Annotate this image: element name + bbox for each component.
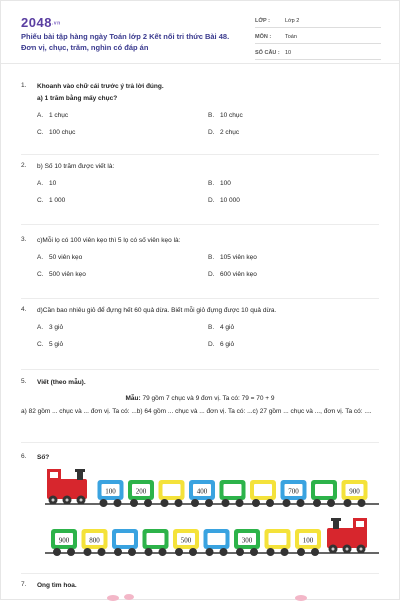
option-letter: B. [208, 112, 215, 119]
wheel [220, 548, 228, 556]
wheel [98, 548, 106, 556]
option-c[interactable] [37, 271, 208, 278]
example-label: Mẫu: [125, 395, 141, 402]
option-letter: C. [37, 197, 44, 204]
answer-options [37, 254, 379, 278]
question-prompt: c)Mỗi lọ có 100 viên kẹo thì 5 lọ có số viên kẹo là: [37, 237, 181, 244]
wheel [191, 499, 199, 507]
option-text: 3 giỏ [49, 324, 64, 331]
option-a[interactable] [37, 324, 208, 331]
train-car [281, 480, 307, 507]
option-letter: D. [208, 197, 215, 204]
wheel [206, 548, 214, 556]
wheel [222, 499, 230, 507]
wheel [205, 499, 213, 507]
worksheet-meta [255, 15, 381, 63]
wheel [114, 548, 122, 556]
question-prompt: a) 1 trăm bằng mấy chục? [37, 95, 118, 102]
wheel-hub [346, 548, 349, 551]
question-number: 6. [21, 453, 27, 460]
wheel [344, 499, 352, 507]
wheel [283, 499, 291, 507]
car-number: 300 [241, 536, 253, 545]
question-3 [21, 236, 379, 278]
train-car [295, 529, 321, 556]
question-2 [21, 162, 379, 204]
train-bottom [45, 518, 379, 556]
wheel [53, 548, 61, 556]
option-text: 4 giỏ [220, 324, 235, 331]
option-letter: D. [208, 341, 215, 348]
divider [21, 573, 379, 574]
meta-count-key: SỐ CÂU : [255, 50, 280, 56]
question-number: 1. [21, 82, 27, 89]
option-text: 50 viên kẹo [49, 254, 83, 261]
wheel-hub [360, 548, 363, 551]
option-letter: B. [208, 254, 215, 261]
option-text: 1 chục [49, 112, 69, 119]
option-text: 6 giỏ [220, 341, 235, 348]
option-text: 100 chục [49, 129, 76, 136]
answer-options [37, 112, 379, 136]
wheel [130, 499, 138, 507]
option-letter: A. [37, 180, 44, 187]
option-a[interactable] [37, 180, 208, 187]
train-car [82, 529, 108, 556]
train-car [220, 480, 246, 507]
car-label-box [208, 533, 226, 545]
car-number: 800 [89, 536, 100, 545]
wheel [189, 548, 197, 556]
locomotive-window [356, 521, 364, 527]
logo-text: 2048 [21, 15, 52, 30]
worksheet-title [21, 31, 251, 53]
divider [21, 298, 379, 299]
locomotive-icon [327, 518, 367, 554]
option-b[interactable] [208, 180, 379, 187]
option-letter: A. [37, 324, 44, 331]
car-label-box [224, 484, 242, 496]
option-letter: C. [37, 341, 44, 348]
car-label-box [116, 533, 134, 545]
train-car [234, 529, 260, 556]
question-number: 5. [21, 378, 27, 385]
train-car [143, 529, 169, 556]
site-logo[interactable] [21, 15, 61, 30]
locomotive-icon [47, 469, 87, 505]
option-d[interactable] [208, 271, 379, 278]
wheel [266, 499, 274, 507]
meta-subject-key: MÔN : [255, 34, 272, 40]
question-prompt: b) Số 10 trăm được viết là: [37, 163, 115, 170]
option-letter: D. [208, 271, 215, 278]
wheel [313, 499, 321, 507]
question-title: Khoanh vào chữ cái trước ý trả lời đúng. [37, 83, 164, 90]
option-letter: C. [37, 271, 44, 278]
wheel [128, 548, 136, 556]
car-number: 400 [196, 487, 208, 496]
chimney-top [75, 469, 85, 472]
option-a[interactable] [37, 112, 208, 119]
option-text: 10 000 [220, 197, 240, 204]
train-car [98, 480, 124, 507]
wheel [67, 548, 75, 556]
question-prompt: d)Cần bao nhiêu giỏ để đựng hết 60 quả dừa. Biết mỗi giỏ đựng được 10 quả dừa. [37, 307, 277, 314]
divider [21, 442, 379, 443]
wheel [145, 548, 153, 556]
option-d[interactable] [208, 129, 379, 136]
car-number: 100 [302, 536, 314, 545]
train-car [51, 529, 77, 556]
option-text: 500 viên kẹo [49, 271, 86, 278]
wheel-hub [52, 499, 55, 502]
chimney [333, 520, 339, 529]
chimney [77, 471, 83, 480]
option-text: 5 giỏ [49, 341, 64, 348]
title-line-1: Phiếu bài tập hàng ngày Toán lớp 2 Kết nối tri thức Bài 48. [21, 32, 230, 41]
car-label-box [269, 533, 287, 545]
wheel-hub [80, 499, 83, 502]
question-1 [21, 82, 379, 136]
wheel [236, 499, 244, 507]
question-title: Viết (theo mẫu). [37, 379, 86, 386]
wheel [267, 548, 275, 556]
question-7 [21, 581, 379, 590]
meta-class-value: Lớp 2 [285, 18, 300, 24]
car-number: 500 [180, 536, 192, 545]
train-car [128, 480, 154, 507]
wheel [358, 499, 366, 507]
option-letter: B. [208, 324, 215, 331]
train-car [112, 529, 138, 556]
option-letter: D. [208, 129, 215, 136]
divider [21, 154, 379, 155]
divider [21, 369, 379, 370]
question-title: Ong tìm hoa. [37, 582, 77, 589]
car-label-box [163, 484, 181, 496]
option-d[interactable] [208, 341, 379, 348]
meta-subject-value: Toán [285, 34, 297, 40]
car-number: 200 [135, 487, 147, 496]
train-car [250, 480, 276, 507]
wheel [175, 499, 183, 507]
locomotive-window [50, 472, 58, 478]
train-car [311, 480, 337, 507]
wheel [327, 499, 335, 507]
wheel [281, 548, 289, 556]
question-5 [21, 378, 379, 416]
option-text: 10 [49, 180, 57, 187]
car-label-box [315, 484, 333, 496]
wheel [252, 499, 260, 507]
wheel [100, 499, 108, 507]
wheel [250, 548, 258, 556]
car-label-box [147, 533, 165, 545]
chimney-top [331, 518, 341, 521]
option-c[interactable] [37, 129, 208, 136]
question-number: 2. [21, 162, 27, 169]
wheel [311, 548, 319, 556]
title-line-2: Đơn vị, chục, trăm, nghìn có đáp án [21, 43, 149, 52]
answer-options [37, 180, 379, 204]
wheel [297, 548, 305, 556]
option-text: 105 viên kẹo [220, 254, 257, 261]
car-number: 100 [105, 487, 116, 496]
wheel-hub [332, 548, 335, 551]
option-letter: C. [37, 129, 44, 136]
option-c[interactable] [37, 197, 208, 204]
option-b[interactable] [208, 254, 379, 261]
train-car [159, 480, 185, 507]
option-a[interactable] [37, 254, 208, 261]
option-text: 10 chục [220, 112, 243, 119]
option-letter: A. [37, 112, 44, 119]
train-car [204, 529, 230, 556]
train-car [342, 480, 368, 507]
option-text: 2 chục [220, 129, 240, 136]
example-text: 79 gồm 7 chục và 9 đơn vị. Ta có: 79 = 70 + 9 [142, 395, 275, 402]
wheel [114, 499, 122, 507]
wheel [144, 499, 152, 507]
meta-count [255, 47, 381, 60]
divider [21, 224, 379, 225]
meta-count-value: 10 [285, 50, 292, 56]
option-d[interactable] [208, 197, 379, 204]
meta-subject [255, 31, 381, 44]
option-b[interactable] [208, 324, 379, 331]
train-illustration [1, 463, 400, 573]
wheel [297, 499, 305, 507]
question-number: 7. [21, 581, 27, 588]
train-top [45, 469, 379, 507]
question-title: Số? [37, 454, 50, 461]
example-line [21, 394, 379, 403]
exercise-text: a) 82 gồm ... chục và ... đơn vị. Ta có: ...b) 64 gồm ... chục và ... đơn vị. Ta có: ...c) 27 gồm ... chục và ..., đơn vị. Ta có: .... [21, 408, 372, 415]
question-6 [21, 453, 379, 462]
train-car [173, 529, 199, 556]
question-4 [21, 306, 379, 348]
train-car [189, 480, 215, 507]
logo-suffix: .vn [51, 20, 61, 27]
option-text: 600 viên kẹo [220, 271, 257, 278]
car-number: 900 [349, 487, 360, 496]
car-label-box [254, 484, 272, 496]
meta-class [255, 15, 381, 28]
answer-options [37, 324, 379, 348]
wheel [236, 548, 244, 556]
worksheet-header [1, 1, 399, 64]
train-car [265, 529, 291, 556]
option-text: 100 [220, 180, 231, 187]
meta-class-key: LỚP : [255, 18, 270, 24]
car-number: 900 [58, 536, 70, 545]
car-number: 700 [288, 487, 299, 496]
option-text: 1 000 [49, 197, 66, 204]
wheel [159, 548, 167, 556]
flower-icon [107, 595, 119, 601]
option-c[interactable] [37, 341, 208, 348]
wheel [175, 548, 183, 556]
question-number: 4. [21, 306, 27, 313]
wheel [161, 499, 169, 507]
option-b[interactable] [208, 112, 379, 119]
flower-icon [295, 595, 307, 601]
wheel-hub [66, 499, 69, 502]
flower-icon [124, 594, 134, 600]
question-number: 3. [21, 236, 27, 243]
option-letter: B. [208, 180, 215, 187]
option-letter: A. [37, 254, 44, 261]
wheel [84, 548, 92, 556]
